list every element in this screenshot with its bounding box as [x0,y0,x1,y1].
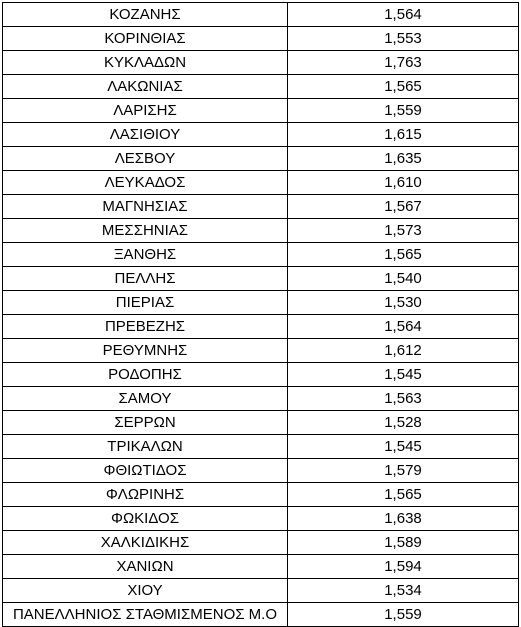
region-cell: ΚΟΡΙΝΘΙΑΣ [3,27,288,51]
price-table [2,2,519,627]
table-row [3,507,519,531]
region-cell: ΤΡΙΚΑΛΩΝ [3,435,288,459]
table-row [3,99,519,123]
region-cell: ΧΑΛΚΙΔΙΚΗΣ [3,531,288,555]
value-cell: 1,638 [288,507,519,531]
value-cell: 1,545 [288,363,519,387]
table-row [3,411,519,435]
region-cell: ΦΘΙΩΤΙΔΟΣ [3,459,288,483]
region-cell: ΠΑΝΕΛΛΗΝΙΟΣ ΣΤΑΘΜΙΣΜΕΝΟΣ Μ.Ο [3,603,288,627]
table-row [3,171,519,195]
value-cell: 1,565 [288,243,519,267]
value-cell: 1,559 [288,99,519,123]
value-cell: 1,579 [288,459,519,483]
table-body [3,3,519,627]
region-cell: ΠΡΕΒΕΖΗΣ [3,315,288,339]
region-cell: ΛΑΡΙΣΗΣ [3,99,288,123]
region-cell: ΞΑΝΘΗΣ [3,243,288,267]
region-cell: ΛΑΣΙΘΙΟΥ [3,123,288,147]
value-cell: 1,589 [288,531,519,555]
value-cell: 1,573 [288,219,519,243]
value-cell: 1,534 [288,579,519,603]
table-row [3,51,519,75]
region-cell: ΛΕΣΒΟΥ [3,147,288,171]
table-row [3,531,519,555]
value-cell: 1,540 [288,267,519,291]
table-row [3,243,519,267]
region-cell: ΦΩΚΙΔΟΣ [3,507,288,531]
region-cell: ΛΕΥΚΑΔΟΣ [3,171,288,195]
region-cell: ΣΕΡΡΩΝ [3,411,288,435]
region-cell: ΡΟΔΟΠΗΣ [3,363,288,387]
region-cell: ΣΑΜΟΥ [3,387,288,411]
region-cell: ΧΑΝΙΩΝ [3,555,288,579]
value-cell: 1,612 [288,339,519,363]
table-row [3,459,519,483]
table-row [3,363,519,387]
table-row [3,3,519,27]
table-row [3,555,519,579]
value-cell: 1,635 [288,147,519,171]
table-row [3,75,519,99]
region-cell: ΜΑΓΝΗΣΙΑΣ [3,195,288,219]
table-row [3,267,519,291]
value-cell: 1,594 [288,555,519,579]
value-cell: 1,610 [288,171,519,195]
region-cell: ΦΛΩΡΙΝΗΣ [3,483,288,507]
table-row [3,195,519,219]
region-cell: ΛΑΚΩΝΙΑΣ [3,75,288,99]
value-cell: 1,565 [288,75,519,99]
table-row [3,483,519,507]
table-row [3,579,519,603]
table-row [3,147,519,171]
region-cell: ΠΙΕΡΙΑΣ [3,291,288,315]
region-cell: ΜΕΣΣΗΝΙΑΣ [3,219,288,243]
region-cell: ΠΕΛΛΗΣ [3,267,288,291]
table-row [3,219,519,243]
value-cell: 1,763 [288,51,519,75]
value-cell: 1,545 [288,435,519,459]
region-cell: ΧΙΟΥ [3,579,288,603]
value-cell: 1,559 [288,603,519,627]
value-cell: 1,565 [288,483,519,507]
region-cell: ΡΕΘΥΜΝΗΣ [3,339,288,363]
value-cell: 1,553 [288,27,519,51]
value-cell: 1,528 [288,411,519,435]
value-cell: 1,615 [288,123,519,147]
table-row [3,387,519,411]
table-row [3,339,519,363]
value-cell: 1,563 [288,387,519,411]
region-cell: ΚΥΚΛΑΔΩΝ [3,51,288,75]
region-cell: ΚΟΖΑΝΗΣ [3,3,288,27]
table-row [3,123,519,147]
table-row [3,291,519,315]
value-cell: 1,530 [288,291,519,315]
value-cell: 1,564 [288,315,519,339]
value-cell: 1,564 [288,3,519,27]
table-row [3,315,519,339]
table-row [3,27,519,51]
table-row [3,435,519,459]
value-cell: 1,567 [288,195,519,219]
table-row-average [3,603,519,627]
